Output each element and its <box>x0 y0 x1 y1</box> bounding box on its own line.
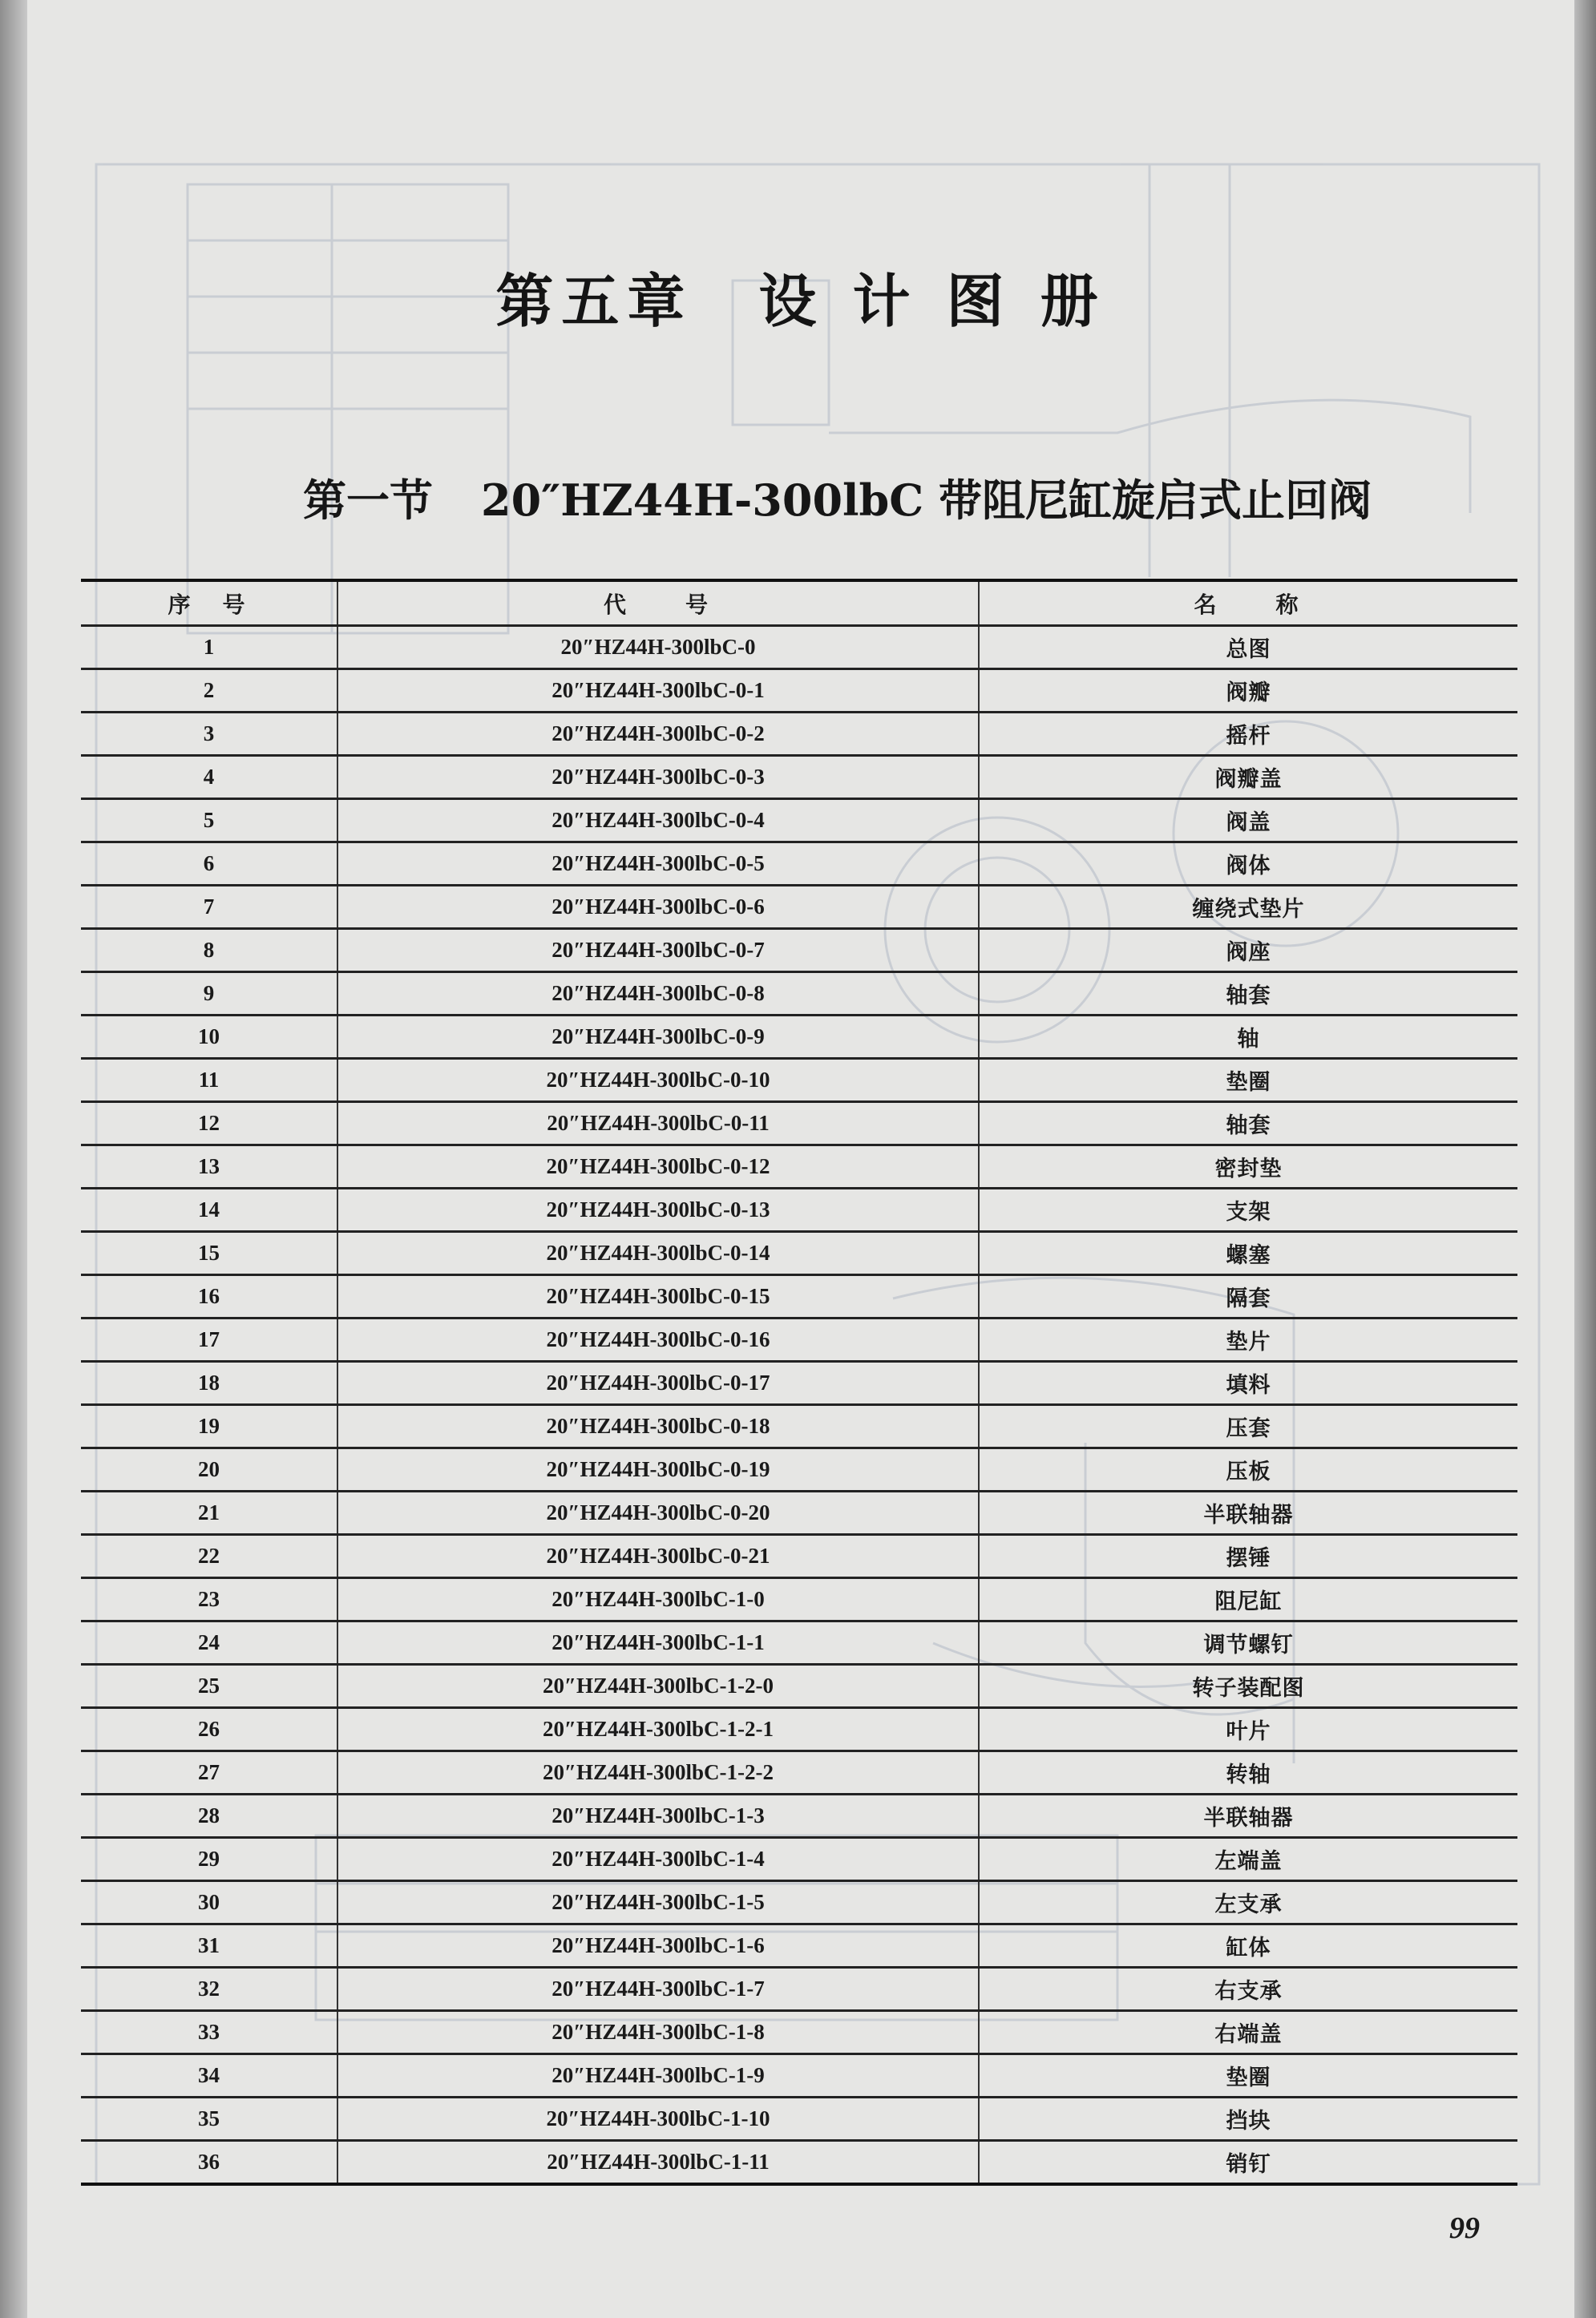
row-serial: 16 <box>81 1275 337 1319</box>
row-name: 垫圈 <box>979 2054 1517 2098</box>
row-serial: 34 <box>81 2054 337 2098</box>
row-name: 左支承 <box>979 1881 1517 1924</box>
row-name: 阀盖 <box>979 799 1517 842</box>
row-code: 20″HZ44H-300lbC-0-17 <box>337 1362 979 1405</box>
row-code: 20″HZ44H-300lbC-0-11 <box>337 1102 979 1145</box>
row-serial: 30 <box>81 1881 337 1924</box>
row-serial: 15 <box>81 1232 337 1275</box>
row-code: 20″HZ44H-300lbC-0-2 <box>337 713 979 756</box>
row-code: 20″HZ44H-300lbC-0-5 <box>337 842 979 886</box>
row-code: 20″HZ44H-300lbC-1-8 <box>337 2011 979 2054</box>
row-code: 20″HZ44H-300lbC-0 <box>337 626 979 669</box>
row-code: 20″HZ44H-300lbC-1-2-1 <box>337 1708 979 1751</box>
section-number: 第一节 <box>303 475 433 526</box>
table-row <box>81 1535 1517 1578</box>
table-row <box>81 886 1517 929</box>
row-code: 20″HZ44H-300lbC-0-15 <box>337 1275 979 1319</box>
row-code: 20″HZ44H-300lbC-0-18 <box>337 1405 979 1448</box>
row-serial: 11 <box>81 1059 337 1102</box>
table-row <box>81 799 1517 842</box>
table-row <box>81 1232 1517 1275</box>
row-code: 20″HZ44H-300lbC-0-7 <box>337 929 979 972</box>
table-row <box>81 1448 1517 1492</box>
row-name: 轴 <box>979 1016 1517 1059</box>
row-serial: 2 <box>81 669 337 713</box>
row-code: 20″HZ44H-300lbC-0-14 <box>337 1232 979 1275</box>
row-name: 摇杆 <box>979 713 1517 756</box>
table-row <box>81 1665 1517 1708</box>
table-row <box>81 1924 1517 1968</box>
row-code: 20″HZ44H-300lbC-1-3 <box>337 1795 979 1838</box>
row-serial: 21 <box>81 1492 337 1535</box>
row-name: 密封垫 <box>979 1145 1517 1189</box>
row-name: 螺塞 <box>979 1232 1517 1275</box>
row-name: 左端盖 <box>979 1838 1517 1881</box>
row-serial: 22 <box>81 1535 337 1578</box>
row-code: 20″HZ44H-300lbC-1-1 <box>337 1621 979 1665</box>
row-name: 缸体 <box>979 1924 1517 1968</box>
table-row <box>81 1145 1517 1189</box>
table-row <box>81 2141 1517 2185</box>
table-row <box>81 1319 1517 1362</box>
row-name: 轴套 <box>979 972 1517 1016</box>
row-name: 阀体 <box>979 842 1517 886</box>
row-serial: 9 <box>81 972 337 1016</box>
row-serial: 26 <box>81 1708 337 1751</box>
row-serial: 32 <box>81 1968 337 2011</box>
row-code: 20″HZ44H-300lbC-0-4 <box>337 799 979 842</box>
row-name: 阀座 <box>979 929 1517 972</box>
row-code: 20″HZ44H-300lbC-0-12 <box>337 1145 979 1189</box>
row-name: 右支承 <box>979 1968 1517 2011</box>
table-row <box>81 1968 1517 2011</box>
row-name: 半联轴器 <box>979 1492 1517 1535</box>
row-name: 填料 <box>979 1362 1517 1405</box>
row-code: 20″HZ44H-300lbC-1-7 <box>337 1968 979 2011</box>
table-row <box>81 756 1517 799</box>
row-name: 轴套 <box>979 1102 1517 1145</box>
row-name: 缠绕式垫片 <box>979 886 1517 929</box>
table-row <box>81 1578 1517 1621</box>
table-row <box>81 669 1517 713</box>
row-serial: 23 <box>81 1578 337 1621</box>
row-serial: 4 <box>81 756 337 799</box>
row-serial: 24 <box>81 1621 337 1665</box>
row-serial: 14 <box>81 1189 337 1232</box>
row-serial: 1 <box>81 626 337 669</box>
row-serial: 8 <box>81 929 337 972</box>
row-serial: 13 <box>81 1145 337 1189</box>
row-serial: 18 <box>81 1362 337 1405</box>
row-serial: 33 <box>81 2011 337 2054</box>
row-serial: 7 <box>81 886 337 929</box>
row-name: 转轴 <box>979 1751 1517 1795</box>
table-row <box>81 1362 1517 1405</box>
row-name: 总图 <box>979 626 1517 669</box>
row-serial: 35 <box>81 2098 337 2141</box>
row-serial: 25 <box>81 1665 337 1708</box>
row-name: 压板 <box>979 1448 1517 1492</box>
table-row <box>81 1881 1517 1924</box>
row-code: 20″HZ44H-300lbC-0-10 <box>337 1059 979 1102</box>
page-edge-shadow <box>1574 0 1596 2318</box>
table-row <box>81 2054 1517 2098</box>
row-name: 转子装配图 <box>979 1665 1517 1708</box>
row-serial: 27 <box>81 1751 337 1795</box>
header-code: 代 号 <box>337 580 979 626</box>
row-code: 20″HZ44H-300lbC-1-6 <box>337 1924 979 1968</box>
row-name: 销钉 <box>979 2141 1517 2185</box>
row-name: 阀瓣盖 <box>979 756 1517 799</box>
row-code: 20″HZ44H-300lbC-1-4 <box>337 1838 979 1881</box>
table-row <box>81 972 1517 1016</box>
table-row <box>81 1059 1517 1102</box>
header-serial: 序 号 <box>81 580 337 626</box>
row-code: 20″HZ44H-300lbC-0-3 <box>337 756 979 799</box>
row-code: 20″HZ44H-300lbC-1-2-2 <box>337 1751 979 1795</box>
row-name: 右端盖 <box>979 2011 1517 2054</box>
row-name: 压套 <box>979 1405 1517 1448</box>
row-code: 20″HZ44H-300lbC-0-20 <box>337 1492 979 1535</box>
table-row <box>81 1795 1517 1838</box>
row-name: 支架 <box>979 1189 1517 1232</box>
row-code: 20″HZ44H-300lbC-0-9 <box>337 1016 979 1059</box>
page-number: 99 <box>1449 2211 1480 2245</box>
section-heading <box>303 466 1372 528</box>
table-row <box>81 713 1517 756</box>
table-row <box>81 929 1517 972</box>
row-code: 20″HZ44H-300lbC-0-19 <box>337 1448 979 1492</box>
row-code: 20″HZ44H-300lbC-1-11 <box>337 2141 979 2185</box>
table-row <box>81 1405 1517 1448</box>
table-row <box>81 2098 1517 2141</box>
table-row <box>81 626 1517 669</box>
row-serial: 36 <box>81 2141 337 2185</box>
row-code: 20″HZ44H-300lbC-0-21 <box>337 1535 979 1578</box>
row-code: 20″HZ44H-300lbC-0-8 <box>337 972 979 1016</box>
table-row <box>81 1751 1517 1795</box>
table-row <box>81 1492 1517 1535</box>
book-spine-shadow <box>0 0 27 2318</box>
row-name: 叶片 <box>979 1708 1517 1751</box>
row-serial: 29 <box>81 1838 337 1881</box>
table-header-row <box>81 580 1517 626</box>
row-code: 20″HZ44H-300lbC-0-6 <box>337 886 979 929</box>
table-row <box>81 1189 1517 1232</box>
table-row <box>81 842 1517 886</box>
row-name: 挡块 <box>979 2098 1517 2141</box>
row-serial: 20 <box>81 1448 337 1492</box>
row-serial: 17 <box>81 1319 337 1362</box>
row-name: 垫片 <box>979 1319 1517 1362</box>
row-code: 20″HZ44H-300lbC-1-10 <box>337 2098 979 2141</box>
row-serial: 12 <box>81 1102 337 1145</box>
row-code: 20″HZ44H-300lbC-1-9 <box>337 2054 979 2098</box>
table-row <box>81 1708 1517 1751</box>
row-code: 20″HZ44H-300lbC-0-1 <box>337 669 979 713</box>
row-name: 垫圈 <box>979 1059 1517 1102</box>
row-serial: 3 <box>81 713 337 756</box>
table-row <box>81 1275 1517 1319</box>
table-row <box>81 1621 1517 1665</box>
row-code: 20″HZ44H-300lbC-0-13 <box>337 1189 979 1232</box>
row-name: 摆锤 <box>979 1535 1517 1578</box>
row-name: 调节螺钉 <box>979 1621 1517 1665</box>
row-serial: 28 <box>81 1795 337 1838</box>
row-code: 20″HZ44H-300lbC-0-16 <box>337 1319 979 1362</box>
row-serial: 31 <box>81 1924 337 1968</box>
row-serial: 5 <box>81 799 337 842</box>
table-row <box>81 1016 1517 1059</box>
table-row <box>81 1102 1517 1145</box>
drawing-index-table <box>81 579 1517 2186</box>
row-name: 半联轴器 <box>979 1795 1517 1838</box>
row-code: 20″HZ44H-300lbC-1-0 <box>337 1578 979 1621</box>
table-row <box>81 2011 1517 2054</box>
row-code: 20″HZ44H-300lbC-1-2-0 <box>337 1665 979 1708</box>
row-serial: 10 <box>81 1016 337 1059</box>
section-title: 20″HZ44H-300lbC 带阻尼缸旋启式止回阀 <box>481 475 1372 526</box>
row-name: 隔套 <box>979 1275 1517 1319</box>
row-serial: 19 <box>81 1405 337 1448</box>
row-name: 阻尼缸 <box>979 1578 1517 1621</box>
row-name: 阀瓣 <box>979 669 1517 713</box>
table-row <box>81 1838 1517 1881</box>
row-code: 20″HZ44H-300lbC-1-5 <box>337 1881 979 1924</box>
row-serial: 6 <box>81 842 337 886</box>
chapter-title: 第五章 设 计 图 册 <box>495 267 1106 335</box>
header-name: 名 称 <box>979 580 1517 626</box>
